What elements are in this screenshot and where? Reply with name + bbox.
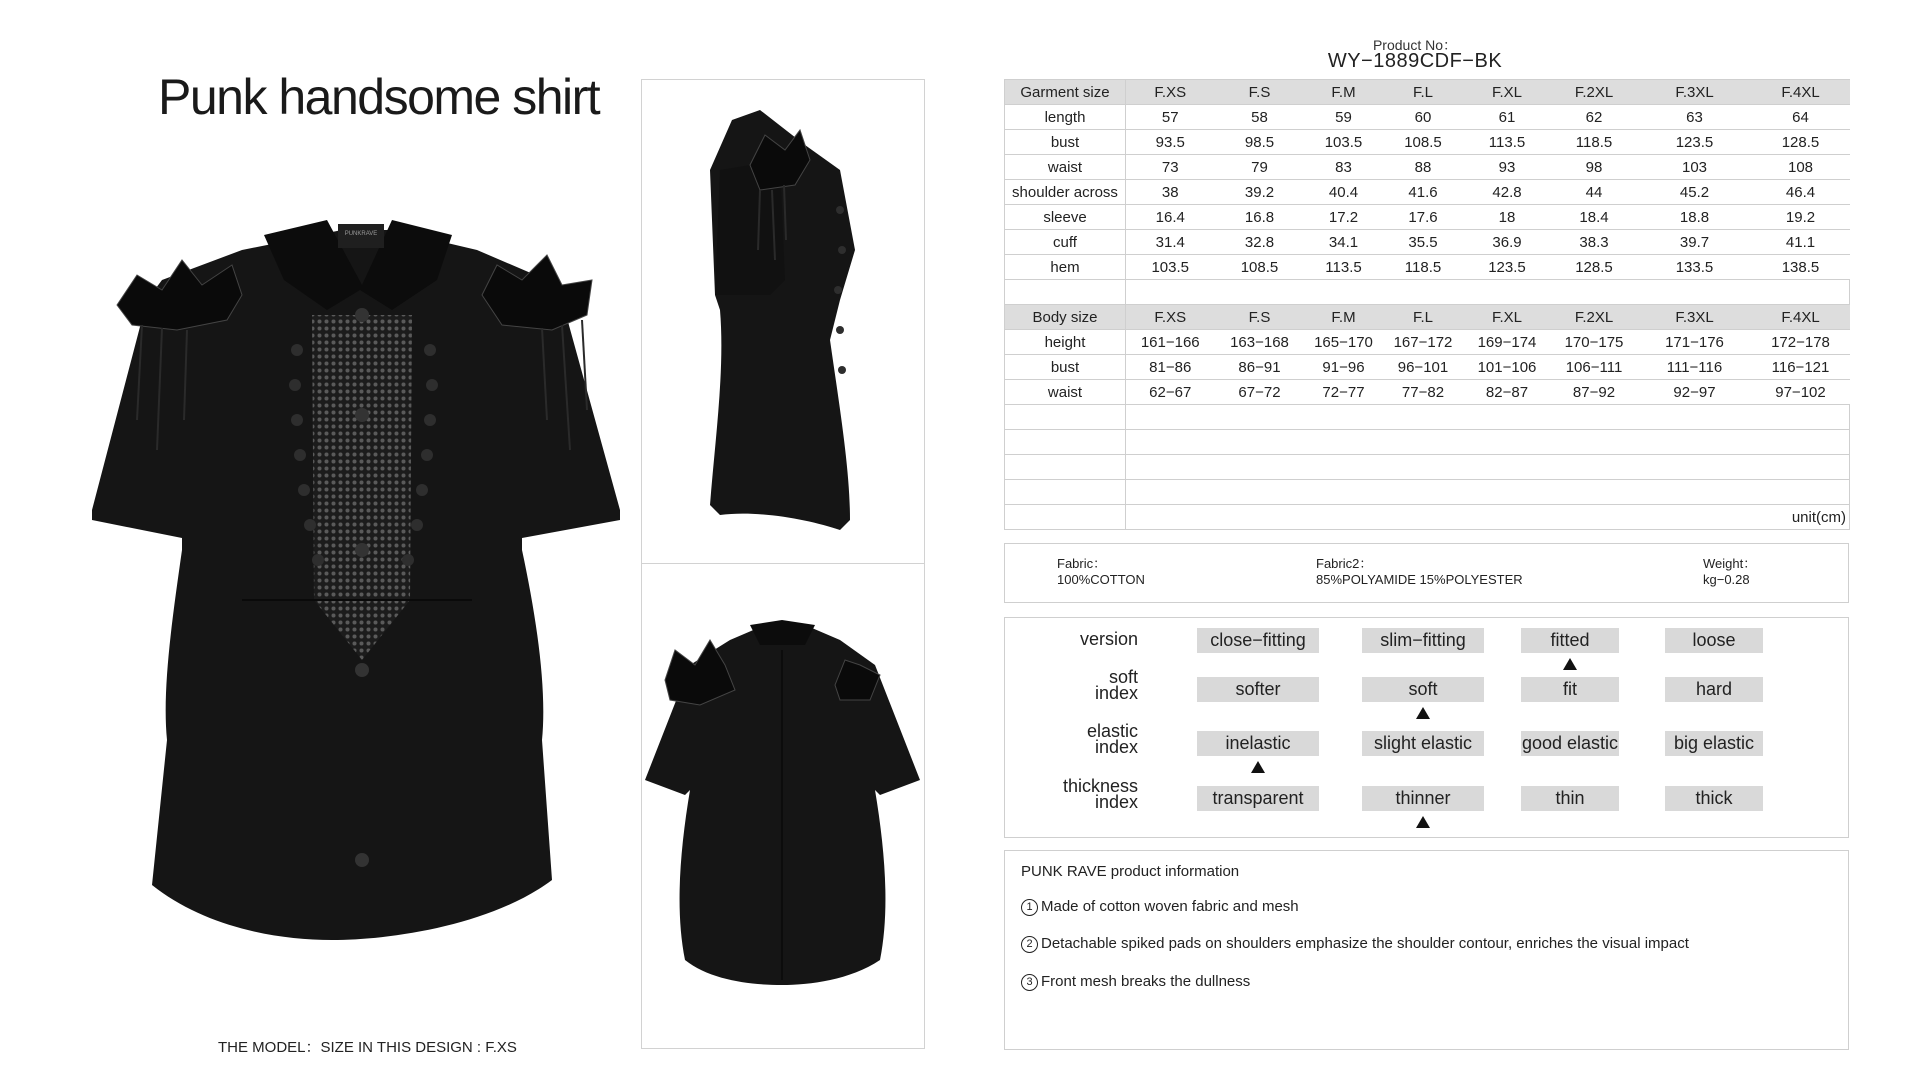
table-cell: 46.4 (1752, 180, 1850, 205)
table-cell: 103 (1638, 155, 1752, 180)
index-option: good elastic (1521, 731, 1619, 756)
table-cell: 38 (1126, 180, 1215, 205)
table-cell: 169−174 (1464, 330, 1551, 355)
table-cell: 172−178 (1752, 330, 1850, 355)
fabric2-value: 85%POLYAMIDE 15%POLYESTER (1316, 572, 1523, 587)
model-size-note: THE MODEL：SIZE IN THIS DESIGN : F.XS (218, 1039, 517, 1056)
table-cell: 38.3 (1551, 230, 1638, 255)
selected-marker-icon (1251, 761, 1265, 773)
fabric2-label: Fabric2： (1316, 556, 1373, 571)
product-number: WY−1889CDF−BK (1327, 50, 1503, 72)
table-cell: 67−72 (1215, 380, 1305, 405)
table-cell: 91−96 (1305, 355, 1383, 380)
table-empty-cell (1005, 455, 1126, 480)
table-empty-row (1005, 455, 1850, 480)
table-cell: 35.5 (1383, 230, 1464, 255)
index-label-line: soft (1108, 667, 1138, 687)
table-cell: 72−77 (1305, 380, 1383, 405)
selected-marker-icon (1416, 816, 1430, 828)
table-empty-cell (1005, 430, 1126, 455)
table-cell: 79 (1215, 155, 1305, 180)
table-cell: F.L (1383, 80, 1464, 105)
table-row-label: bust (1005, 130, 1126, 155)
table-cell: 161−166 (1126, 330, 1215, 355)
table-row-label: Body size (1005, 305, 1126, 330)
table-cell: 62−67 (1126, 380, 1215, 405)
index-option-selected: soft (1362, 677, 1484, 702)
table-cell: 103.5 (1126, 255, 1215, 280)
table-cell: 171−176 (1638, 330, 1752, 355)
info-item-text: Detachable spiked pads on shoulders emphasize the shoulder contour, enriches the visual impact (1041, 935, 1689, 952)
table-cell: 165−170 (1305, 330, 1383, 355)
table-cell: 44 (1551, 180, 1638, 205)
table-row (1005, 355, 1850, 380)
table-cell: 170−175 (1551, 330, 1638, 355)
table-row-label: shoulder across (1005, 180, 1126, 205)
index-option: slim−fitting (1362, 628, 1484, 653)
table-cell: 19.2 (1752, 205, 1850, 230)
table-empty-cell (1005, 405, 1126, 430)
table-cell: 111−116 (1638, 355, 1752, 380)
weight-value: kg−0.28 (1703, 572, 1750, 587)
index-option: softer (1197, 677, 1319, 702)
table-cell: 113.5 (1305, 255, 1383, 280)
table-row (1005, 180, 1850, 205)
table-cell: 39.7 (1638, 230, 1752, 255)
table-cell: 16.4 (1126, 205, 1215, 230)
index-option: thin (1521, 786, 1619, 811)
table-cell: 101−106 (1464, 355, 1551, 380)
table-cell: 96−101 (1383, 355, 1464, 380)
shirt-brand-label: PUNKRAVE (344, 231, 378, 237)
table-cell: 113.5 (1464, 130, 1551, 155)
product-info-box (1004, 850, 1849, 1050)
table-cell: 61 (1464, 105, 1551, 130)
back-shirt-photo (640, 620, 925, 990)
weight-label: Weight： (1703, 556, 1757, 571)
table-cell: 18 (1464, 205, 1551, 230)
fit-index-box (1004, 617, 1849, 838)
table-cell: F.S (1215, 305, 1305, 330)
info-heading: PUNK RAVE product information (1021, 863, 1240, 880)
table-cell: F.2XL (1551, 80, 1638, 105)
table-cell: 98.5 (1215, 130, 1305, 155)
table-cell: 45.2 (1638, 180, 1752, 205)
table-cell: 133.5 (1638, 255, 1752, 280)
table-cell: F.4XL (1752, 305, 1850, 330)
info-item (1021, 935, 1689, 953)
table-cell: F.S (1215, 80, 1305, 105)
index-option: transparent (1197, 786, 1319, 811)
fabric-value: 100%COTTON (1057, 572, 1145, 587)
table-cell: 138.5 (1752, 255, 1850, 280)
info-item (1021, 973, 1250, 991)
body-size-header-row (1005, 305, 1850, 330)
index-label-line: thickness (1062, 776, 1138, 796)
table-cell: F.3XL (1638, 80, 1752, 105)
table-cell: F.4XL (1752, 80, 1850, 105)
table-empty-cell (1005, 280, 1126, 305)
table-row (1005, 255, 1850, 280)
table-cell: 108 (1752, 155, 1850, 180)
table-cell: 108.5 (1383, 130, 1464, 155)
table-cell: 36.9 (1464, 230, 1551, 255)
table-row-label: cuff (1005, 230, 1126, 255)
table-cell: 106−111 (1551, 355, 1638, 380)
table-cell: F.XS (1126, 305, 1215, 330)
table-cell: F.L (1383, 305, 1464, 330)
table-row (1005, 230, 1850, 255)
info-item-text: Front mesh breaks the dullness (1041, 973, 1251, 990)
table-cell: F.XL (1464, 305, 1551, 330)
table-cell: 41.6 (1383, 180, 1464, 205)
index-label (1063, 778, 1138, 810)
table-empty-cell (1126, 430, 1850, 455)
product-title: Punk handsome shirt (158, 69, 600, 125)
table-row-label: hem (1005, 255, 1126, 280)
table-row (1005, 155, 1850, 180)
table-row (1005, 205, 1850, 230)
index-option-selected: thinner (1362, 786, 1484, 811)
table-cell: 82−87 (1464, 380, 1551, 405)
table-cell: 60 (1383, 105, 1464, 130)
index-option-selected: fitted (1521, 628, 1619, 653)
index-option: slight elastic (1362, 731, 1484, 756)
table-cell: 32.8 (1215, 230, 1305, 255)
fabric-label: Fabric： (1057, 556, 1107, 571)
unit-label: unit(cm) (1126, 505, 1850, 530)
index-option: loose (1665, 628, 1763, 653)
table-row (1005, 105, 1850, 130)
table-cell: 40.4 (1305, 180, 1383, 205)
table-cell: 16.8 (1215, 205, 1305, 230)
table-cell: F.XS (1126, 80, 1215, 105)
product-number-label: Product No： (1372, 37, 1458, 53)
table-row-label: Garment size (1005, 80, 1126, 105)
table-cell: 58 (1215, 105, 1305, 130)
table-cell: 93 (1464, 155, 1551, 180)
table-cell: 39.2 (1215, 180, 1305, 205)
info-item-number: 3 (1021, 974, 1038, 991)
unit-row (1005, 505, 1850, 530)
table-row-label: waist (1005, 155, 1126, 180)
table-row-label: length (1005, 105, 1126, 130)
table-cell: 167−172 (1383, 330, 1464, 355)
table-empty-cell (1126, 480, 1850, 505)
table-cell: 77−82 (1383, 380, 1464, 405)
table-cell: 17.6 (1383, 205, 1464, 230)
table-cell: 123.5 (1638, 130, 1752, 155)
table-empty-cell (1126, 455, 1850, 480)
table-cell: 128.5 (1752, 130, 1850, 155)
table-cell: 42.8 (1464, 180, 1551, 205)
table-cell: 116−121 (1752, 355, 1850, 380)
table-cell: 97−102 (1752, 380, 1850, 405)
table-empty-row (1005, 480, 1850, 505)
table-cell: 57 (1126, 105, 1215, 130)
table-cell: 73 (1126, 155, 1215, 180)
table-cell: 92−97 (1638, 380, 1752, 405)
table-cell: F.3XL (1638, 305, 1752, 330)
table-cell: 31.4 (1126, 230, 1215, 255)
size-chart-table (1004, 79, 1850, 530)
table-cell: 83 (1305, 155, 1383, 180)
table-row-label: height (1005, 330, 1126, 355)
table-cell: 163−168 (1215, 330, 1305, 355)
index-label-line: version (1079, 629, 1138, 649)
index-label-line: elastic (1086, 721, 1138, 741)
table-spacer-row (1005, 280, 1850, 305)
index-option: close−fitting (1197, 628, 1319, 653)
table-cell: 118.5 (1383, 255, 1464, 280)
index-label-line: index (1094, 737, 1138, 757)
table-cell: 87−92 (1551, 380, 1638, 405)
table-cell: 93.5 (1126, 130, 1215, 155)
side-shirt-photo (690, 110, 890, 540)
table-cell: 128.5 (1551, 255, 1638, 280)
info-item-number: 1 (1021, 899, 1038, 916)
table-cell: 34.1 (1305, 230, 1383, 255)
table-cell: F.M (1305, 80, 1383, 105)
info-item-number: 2 (1021, 936, 1038, 953)
table-cell: 98 (1551, 155, 1638, 180)
table-cell: 103.5 (1305, 130, 1383, 155)
table-cell: 123.5 (1464, 255, 1551, 280)
table-empty-cell (1005, 480, 1126, 505)
index-option: hard (1665, 677, 1763, 702)
front-shirt-photo (92, 220, 632, 940)
table-row (1005, 130, 1850, 155)
table-cell: 63 (1638, 105, 1752, 130)
table-cell: 41.1 (1752, 230, 1850, 255)
table-cell: F.M (1305, 305, 1383, 330)
table-cell: 108.5 (1215, 255, 1305, 280)
table-cell: 18.8 (1638, 205, 1752, 230)
info-item (1021, 898, 1299, 916)
index-label (1095, 669, 1138, 701)
table-cell: 118.5 (1551, 130, 1638, 155)
index-label (1087, 723, 1138, 755)
index-option-selected: inelastic (1197, 731, 1319, 756)
selected-marker-icon (1416, 707, 1430, 719)
table-cell: 59 (1305, 105, 1383, 130)
table-cell: 88 (1383, 155, 1464, 180)
index-label-line: index (1094, 683, 1138, 703)
table-cell: 17.2 (1305, 205, 1383, 230)
table-row-label: sleeve (1005, 205, 1126, 230)
index-label (1080, 631, 1138, 647)
table-cell: 62 (1551, 105, 1638, 130)
selected-marker-icon (1563, 658, 1577, 670)
table-row (1005, 330, 1850, 355)
fabric-info-box (1004, 543, 1849, 603)
table-row-label: bust (1005, 355, 1126, 380)
index-option: big elastic (1665, 731, 1763, 756)
index-label-line: index (1094, 792, 1138, 812)
info-item-text: Made of cotton woven fabric and mesh (1041, 898, 1299, 915)
table-cell: 81−86 (1126, 355, 1215, 380)
table-cell: F.XL (1464, 80, 1551, 105)
garment-size-header-row (1005, 80, 1850, 105)
table-empty-cell (1005, 505, 1126, 530)
index-option: thick (1665, 786, 1763, 811)
table-empty-row (1005, 430, 1850, 455)
table-empty-cell (1126, 280, 1850, 305)
table-row-label: waist (1005, 380, 1126, 405)
table-cell: F.2XL (1551, 305, 1638, 330)
table-row (1005, 380, 1850, 405)
index-option: fit (1521, 677, 1619, 702)
table-empty-cell (1126, 405, 1850, 430)
table-cell: 18.4 (1551, 205, 1638, 230)
table-empty-row (1005, 405, 1850, 430)
table-cell: 64 (1752, 105, 1850, 130)
table-cell: 86−91 (1215, 355, 1305, 380)
